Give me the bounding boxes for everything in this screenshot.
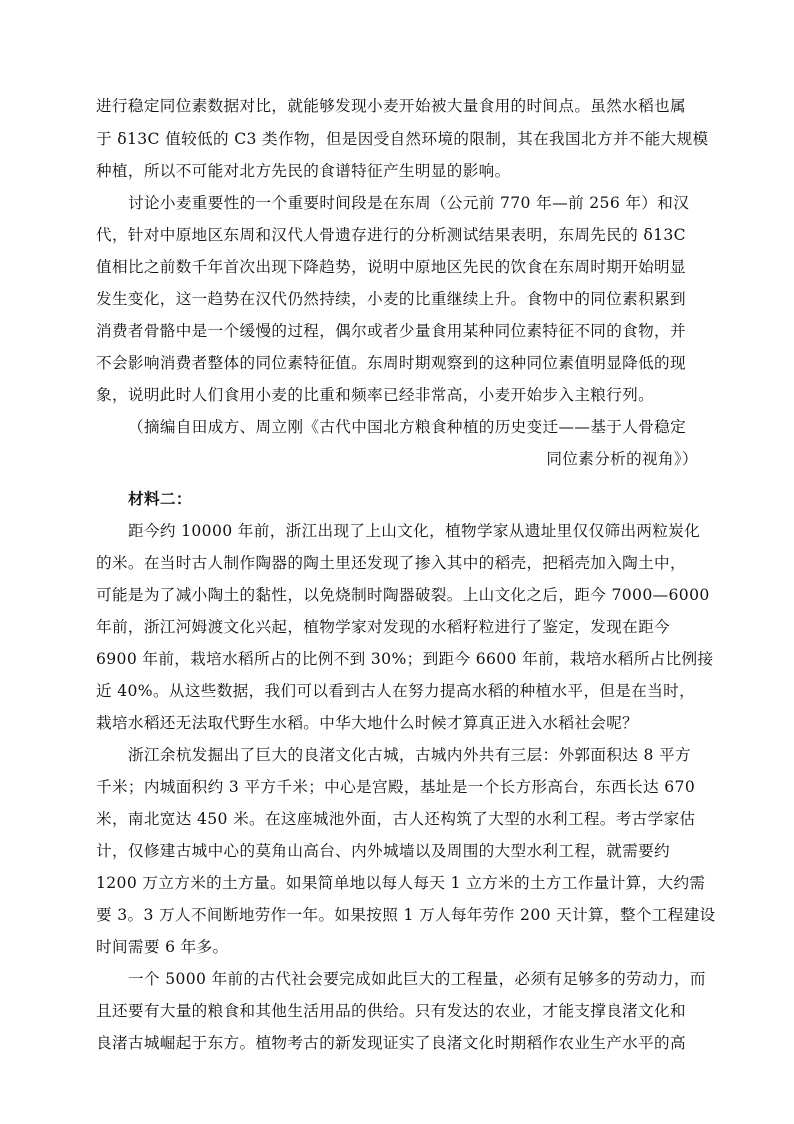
para4-line-7: 时间需要 6 年多。 bbox=[96, 938, 229, 956]
citation-line-1: （摘编自田成方、周立刚《古代中国北方粮食种植的历史变迁——基于人骨稳定 bbox=[128, 418, 687, 436]
para1-line-1: 进行稳定同位素数据对比，就能够发现小麦开始被大量食用的时间点。虽然水稻也属 bbox=[96, 97, 686, 115]
citation-line-2: 同位素分析的视角》） bbox=[546, 450, 698, 468]
para2-line-6: 不会影响消费者整体的同位素特征值。东周时期观察到的这种同位素值明显降低的现 bbox=[96, 354, 686, 372]
para4-line-4: 计，仅修建古城中心的莫角山高台、内外城墙以及周围的大型水利工程，就需要约 bbox=[96, 842, 670, 860]
para1-line-2: 于 δ13C 值较低的 C3 类作物，但是因受自然环境的限制，其在我国北方并不能大规模 bbox=[96, 130, 709, 148]
para2-line-4: 发生变化，这一趋势在汉代仍然持续，小麦的比重继续上升。食物中的同位素积累到 bbox=[96, 290, 686, 308]
para2-line-3: 值相比之前数千年首次出现下降趋势，说明中原地区先民的饮食在东周时期开始明显 bbox=[96, 258, 686, 276]
para3-line-6: 近 40%。从这些数据，我们可以看到古人在努力提高水稻的种植水平，但是在当时， bbox=[96, 682, 696, 700]
para3-line-2: 的米。在当时古人制作陶器的陶土里还发现了掺入其中的稻壳，把稻壳加入陶土中， bbox=[96, 554, 686, 572]
para3-line-3: 可能是为了减小陶土的黏性，以免烧制时陶器破裂。上山文化之后，距今 7000—6000 bbox=[96, 586, 710, 604]
para3-line-7: 栽培水稻还无法取代野生水稻。中华大地什么时候才算真正进入水稻社会呢？ bbox=[96, 714, 639, 732]
para4-line-3: 米，南北宽达 450 米。在这座城池外面，古人还构筑了大型的水利工程。考古学家估 bbox=[96, 810, 696, 828]
para3-line-4: 年前，浙江河姆渡文化兴起，植物学家对发现的水稻籽粒进行了鉴定，发现在距今 bbox=[96, 618, 670, 636]
para1-line-3: 种植，所以不可能对北方先民的食谱特征产生明显的影响。 bbox=[96, 162, 511, 180]
para2-line-2: 代，针对中原地区东周和汉代人骨遗存进行的分析测试结果表明，东周先民的 δ13C bbox=[96, 226, 686, 244]
para2-line-5: 消费者骨骼中是一个缓慢的过程，偶尔或者少量食用某种同位素特征不同的食物，并 bbox=[96, 322, 686, 340]
para4-line-2: 千米；内城面积约 3 平方千米；中心是宫殿，基址是一个长方形高台，东西长达 670 bbox=[96, 778, 696, 796]
para5-line-3: 良渚古城崛起于东方。植物考古的新发现证实了良渚文化时期稻作农业生产水平的高 bbox=[96, 1034, 686, 1052]
para4-line-6: 要 3。3 万人不间断地劳作一年。如果按照 1 万人每年劳作 200 天计算，整个工程建设 bbox=[96, 906, 716, 924]
para3-line-5: 6900 年前，栽培水稻所占的比例不到 30%；到距今 6600 年前，栽培水稻所占比例接 bbox=[96, 650, 714, 668]
section-heading: 材料二： bbox=[128, 489, 192, 508]
para5-line-2: 且还要有大量的粮食和其他生活用品的供给。只有发达的农业，才能支撑良渚文化和 bbox=[96, 1002, 686, 1020]
para2-line-1: 讨论小麦重要性的一个重要时间段是在东周（公元前 770 年—前 256 年）和汉 bbox=[128, 194, 690, 212]
para4-line-1: 浙江余杭发掘出了巨大的良渚文化古城，古城内外共有三层：外郭面积达 8 平方 bbox=[128, 746, 691, 764]
para3-line-1: 距今约 10000 年前，浙江出现了上山文化，植物学家从遗址里仅仅筛出两粒炭化 bbox=[128, 522, 701, 540]
para4-line-5: 1200 万立方米的土方量。如果简单地以每人每天 1 立方米的土方工作量计算，大约需 bbox=[96, 874, 706, 892]
para2-line-7: 象，说明此时人们食用小麦的比重和频率已经非常高，小麦开始步入主粮行列。 bbox=[96, 386, 655, 404]
para5-line-1: 一个 5000 年前的古代社会要完成如此巨大的工程量，必须有足够多的劳动力，而 bbox=[128, 970, 706, 988]
